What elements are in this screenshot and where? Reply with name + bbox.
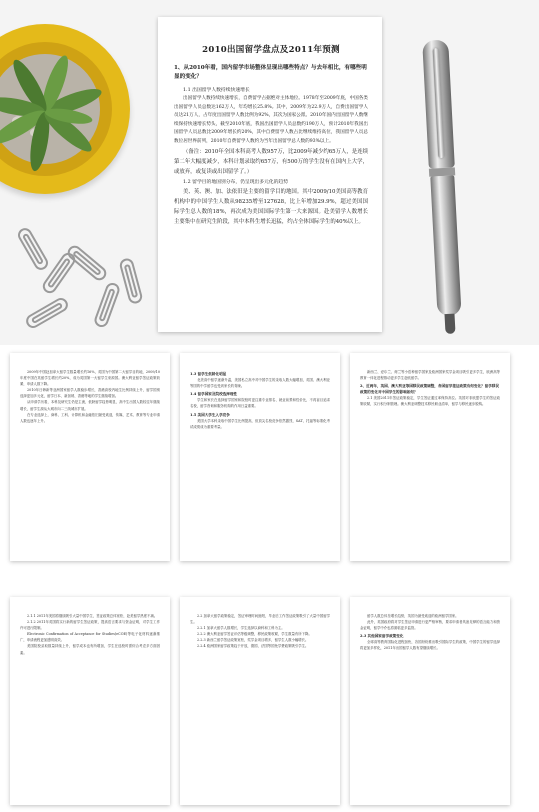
paragraph: 学生和家长在选择留学国家和院校时更注重专业排名、就业前景和性价比，不再盲目追求名校，留学咨询和服务机构的作用日益重要。 (190, 398, 330, 409)
paragraph: 从申请学历看，本科及研究生仍是主流，低龄留学趋势明显，高中生出国人数较往年继续增长，留学生源从大城市向二三线城市扩展。 (20, 400, 160, 411)
document-page-thumbnail (10, 597, 170, 805)
paper-clip-icon (93, 281, 122, 329)
pen-image (422, 40, 464, 341)
paragraph: 2010年日韩新等亚洲国家留学人数稳步增长，香港高校内地生比例持续上升，留学国别选择更加多元化，留学日本、新加坡、香港等地的学生继续增加。 (20, 388, 160, 399)
paragraph: 美国大学本科录取中国学生比例提高，但顶尖名校竞争依然激烈，SAT、托福等标准化考试成绩成为重要考量。 (190, 418, 330, 429)
document-page-thumbnail (10, 353, 170, 561)
paragraph: 2.1.2 2011年英国将实行新的留学生签证政策，提高语言要求与资金证明，对学生工作许可进行限制。 (20, 620, 160, 631)
section-heading: 1.1 出国留学人数持续快速增长 (183, 88, 250, 93)
paragraph: 2.2.3 新西兰留学签证政策宽松，奖学金项目增多，留学生人数小幅增长。 (197, 638, 309, 643)
paper-clip-icon (24, 295, 71, 330)
paragraph: 2009年中国赴加拿大留学生数量增长约16%，英国为中国第二大留学目的地，2009/10年度中国在英留学生增长约20%，成为英国第一大留学生来源国。澳大利亚留学签证政策收紧，申请人数下降。 (20, 370, 160, 387)
document-page-thumbnail (180, 597, 340, 805)
paragraph: 2.2.4 欧洲国家留学政策趋于开放，德国、法国等国免学费政策吸引学生。 (197, 644, 309, 649)
paragraph: 美国院校录取数量持续上升，留学成本也有所增加，学生在选校时需综合考虑多方面因素。 (20, 644, 160, 655)
document-page-thumbnail (350, 353, 510, 561)
paragraph: 2.2.1 加拿大留学人数增长，学生选择以商科和工科为主。 (197, 626, 285, 631)
paragraph: 2.2.2 澳大利亚留学签证评估等级调整，移民政策收紧，学生数量有所下降。 (197, 632, 312, 637)
section-heading: 1.4 留学国家及院校选择理性 (190, 392, 238, 397)
note-paragraph: （备注：2010年全国本科高考人数957万，比2009年减少约65万人，是连续第二年大幅度减少，本科计划录取约657万，有500万的学生没有在国内上大学，或放弃，或复读或出国留学了。） (174, 148, 368, 175)
paragraph: 2.1 美国2011年签证政策稳定，学生签证通过率保持高位。英国对非欧盟学生的签证政策收紧，实行积分制管理。澳大利亚调整技术移民职业清单，留学与移民逐步脱钩。 (360, 396, 500, 407)
document-title: 2010出国留学盘点及2011年预测 (202, 45, 340, 55)
paragraph: 留学人数总体呈增长趋势，英国为最受欢迎的欧洲留学国家。 (367, 614, 459, 618)
question-heading: 2、近两年，英国、澳大利亚等国移民政策调整，各国留学签证政策有何变化？留学移民政策的变化对中国学生的影响如何？ (360, 384, 500, 395)
paragraph: 美、英、澳、加、法依旧是主要的留学目的地国。其中2009/10美国高等教育机构中的中国学生人数从98235增至127628，比上年增加29.9%，超过美国国际学生总人数的18%，再次成为美国国际学生第一大来源国。赴美留学人数增长主要集中在研究生阶段，其中本科生增长迅猛，约占全体国际学生的40%以上。 (174, 188, 368, 225)
document-page-thumbnail (180, 353, 340, 561)
document-page-thumbnail (350, 597, 510, 805)
question-heading: 1、从2010年看，国内留学市场整体呈现出哪些特点？与去年相比，有哪些明显的变化？ (174, 65, 367, 80)
paragraph: 2.1.1 2011年美国将继续吸引大量中国学生，签证政策总体宽松，赴美留学热度不减。 (27, 614, 158, 618)
paragraph: 新西兰、爱尔兰、荷兰等小语种留学国家及欧洲国家奖学金项目吸引更多学生，欧洲高等教育一体化进程推动更多学生赴欧留学。 (360, 370, 500, 381)
document-page-main (158, 17, 382, 332)
section-heading: 1.2 留学目的地国别分布，仍呈现出多元化的趋势 (183, 179, 289, 185)
paragraph: 2.2 加拿大留学政策稳定，签证审理时间缩短，毕业后工作签证政策吸引了大量中国留学生。 (190, 614, 330, 625)
plant-pot-image (0, 24, 130, 194)
paragraph: 出国留学人数持续快速增长，自费留学占据绝对主体地位。1978年至2009年底，中国各类出国留学人员总数达162万人，年均增长25.8%。其中，2009年为22.9万人，自费出国留学人员达21万人，占年度出国留学人数比例为92%，其次为国家公派。2010年国内出国留学人数继续保持快速增长势头，截至2010年底，我国出国留学人员总数约190万人，预计2010年我国出国留学人员总数比2009年增长约20%，其中自费留学人数占比继续维持高位，我国留学人员总数位居世界前列，2010年自费留学人数约为当年出国留学总人数的93%以上。 (174, 96, 368, 144)
section-heading: 1.5 美国大学生入学竞争 (190, 412, 230, 417)
section-heading: 2.3 其他国家留学政策变化 (360, 634, 404, 639)
paper-clip-icon (118, 257, 143, 305)
section-heading: 1.3 留学生低龄化明显 (190, 372, 227, 376)
paragraph: 全球高等教育国际化进程加快，各国纷纷推出吸引国际学生的政策，中国学生的留学选择将更加多样化，2011年出国留学人数有望继续增长。 (360, 640, 500, 651)
paragraph: Electronic Confirmation of Acceptance for Studies(eCOE)等电子化材料逐渐推广，申请流程更加透明高效。 (20, 632, 160, 643)
paragraph: 北美高中留学逐渐升温，美国私立高中对中国学生的录取人数大幅增加，英国、澳大利亚等国的中学留学也受到家长的青睐。 (190, 378, 330, 389)
paragraph: 在专业选择上，商科、工科、计算机和金融依旧最受欢迎，传媒、艺术、教育等专业申请人数也逐年上升。 (20, 412, 160, 423)
paper-clip-icon (15, 226, 50, 273)
paragraph: 此外，英国政府将对学生签证申请进行更严格审核，要求申请者具备足够的语言能力和资金证明，留学中介也将面临更多监管。 (360, 620, 500, 631)
